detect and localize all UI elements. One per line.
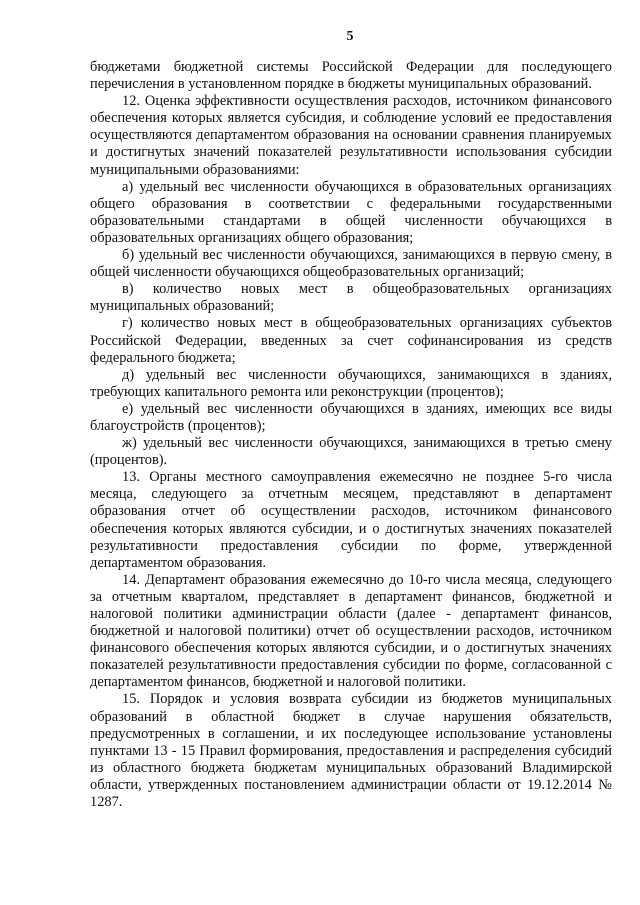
paragraph-subitem-e: е) удельный вес численности обучающихся в зданиях, имеющих все виды благоустройств (процентов); xyxy=(90,400,612,434)
paragraph-item-15: 15. Порядок и условия возврата субсидии из бюджетов муниципальных образований в областной бюджет в случае нарушения обязательств, предусмотренных в соглашении, и их последующее использование установлены пунктами 13 - 15 Правил формирования, предоставления и распределения субсидий из областного бюджета бюджетам муниципальных образований Владимирской области, утвержденных постановлением администрации области от 19.12.2014 № 1287. xyxy=(90,691,612,811)
paragraph-subitem-d: д) удельный вес численности обучающихся, занимающихся в зданиях, требующих капитального ремонта или реконструкции (процентов); xyxy=(90,366,612,400)
paragraph-item-13: 13. Органы местного самоуправления ежемесячно не позднее 5-го числа месяца, следующего за отчетным месяцем, представляют в департамент образования отчет об осуществлении расходов, источником финансового обеспечения которых являются субсидии, и о достигнутых значениях показателей результативности предоставления субсидии по форме, утвержденной департаментом образования. xyxy=(90,469,612,571)
paragraph-subitem-a: а) удельный вес численности обучающихся в образовательных организациях общего образования в соответствии с федеральными государственными образовательными стандартами в общей численности обучающихся в образовательных организациях общего образования; xyxy=(90,178,612,246)
paragraph-subitem-b: б) удельный вес численности обучающихся, занимающихся в первую смену, в общей численности обучающихся общеобразовательных организаций; xyxy=(90,247,612,281)
page-number: 5 xyxy=(346,29,354,44)
paragraph-subitem-v: в) количество новых мест в общеобразовательных организациях муниципальных образований; xyxy=(90,281,612,315)
paragraph-item-14: 14. Департамент образования ежемесячно до 10-го числа месяца, следующего за отчетным кварталом, представляет в департамент финансов, бюджетной и налоговой политики администрации области (далее - департамент финансов, бюджетной и налоговой политики) отчет об осуществлении расходов, источником финансового обеспечения которых являются субсидии, и о достигнутых значениях показателей результативности предоставления субсидии по форме, согласованной с департаментом финансов, бюджетной и налоговой политики. xyxy=(90,571,612,691)
paragraph-continuation: бюджетами бюджетной системы Российской Федерации для последующего перечисления в установленном порядке в бюджеты муниципальных образований. xyxy=(90,59,612,93)
paragraph-subitem-zh: ж) удельный вес численности обучающихся, занимающихся в третью смену (процентов). xyxy=(90,435,612,469)
paragraph-item-12: 12. Оценка эффективности осуществления расходов, источником финансового обеспечения которых является субсидия, и соблюдение условий ее предоставления осуществляются департаментом образования на основании сравнения планируемых и достигнутых значений показателей результативности использования субсидии муниципальными образованиями: xyxy=(90,93,612,178)
paragraph-subitem-g: г) количество новых мест в общеобразовательных организациях субъектов Российской Федерации, введенных за счет софинансирования из средств федерального бюджета; xyxy=(90,315,612,366)
